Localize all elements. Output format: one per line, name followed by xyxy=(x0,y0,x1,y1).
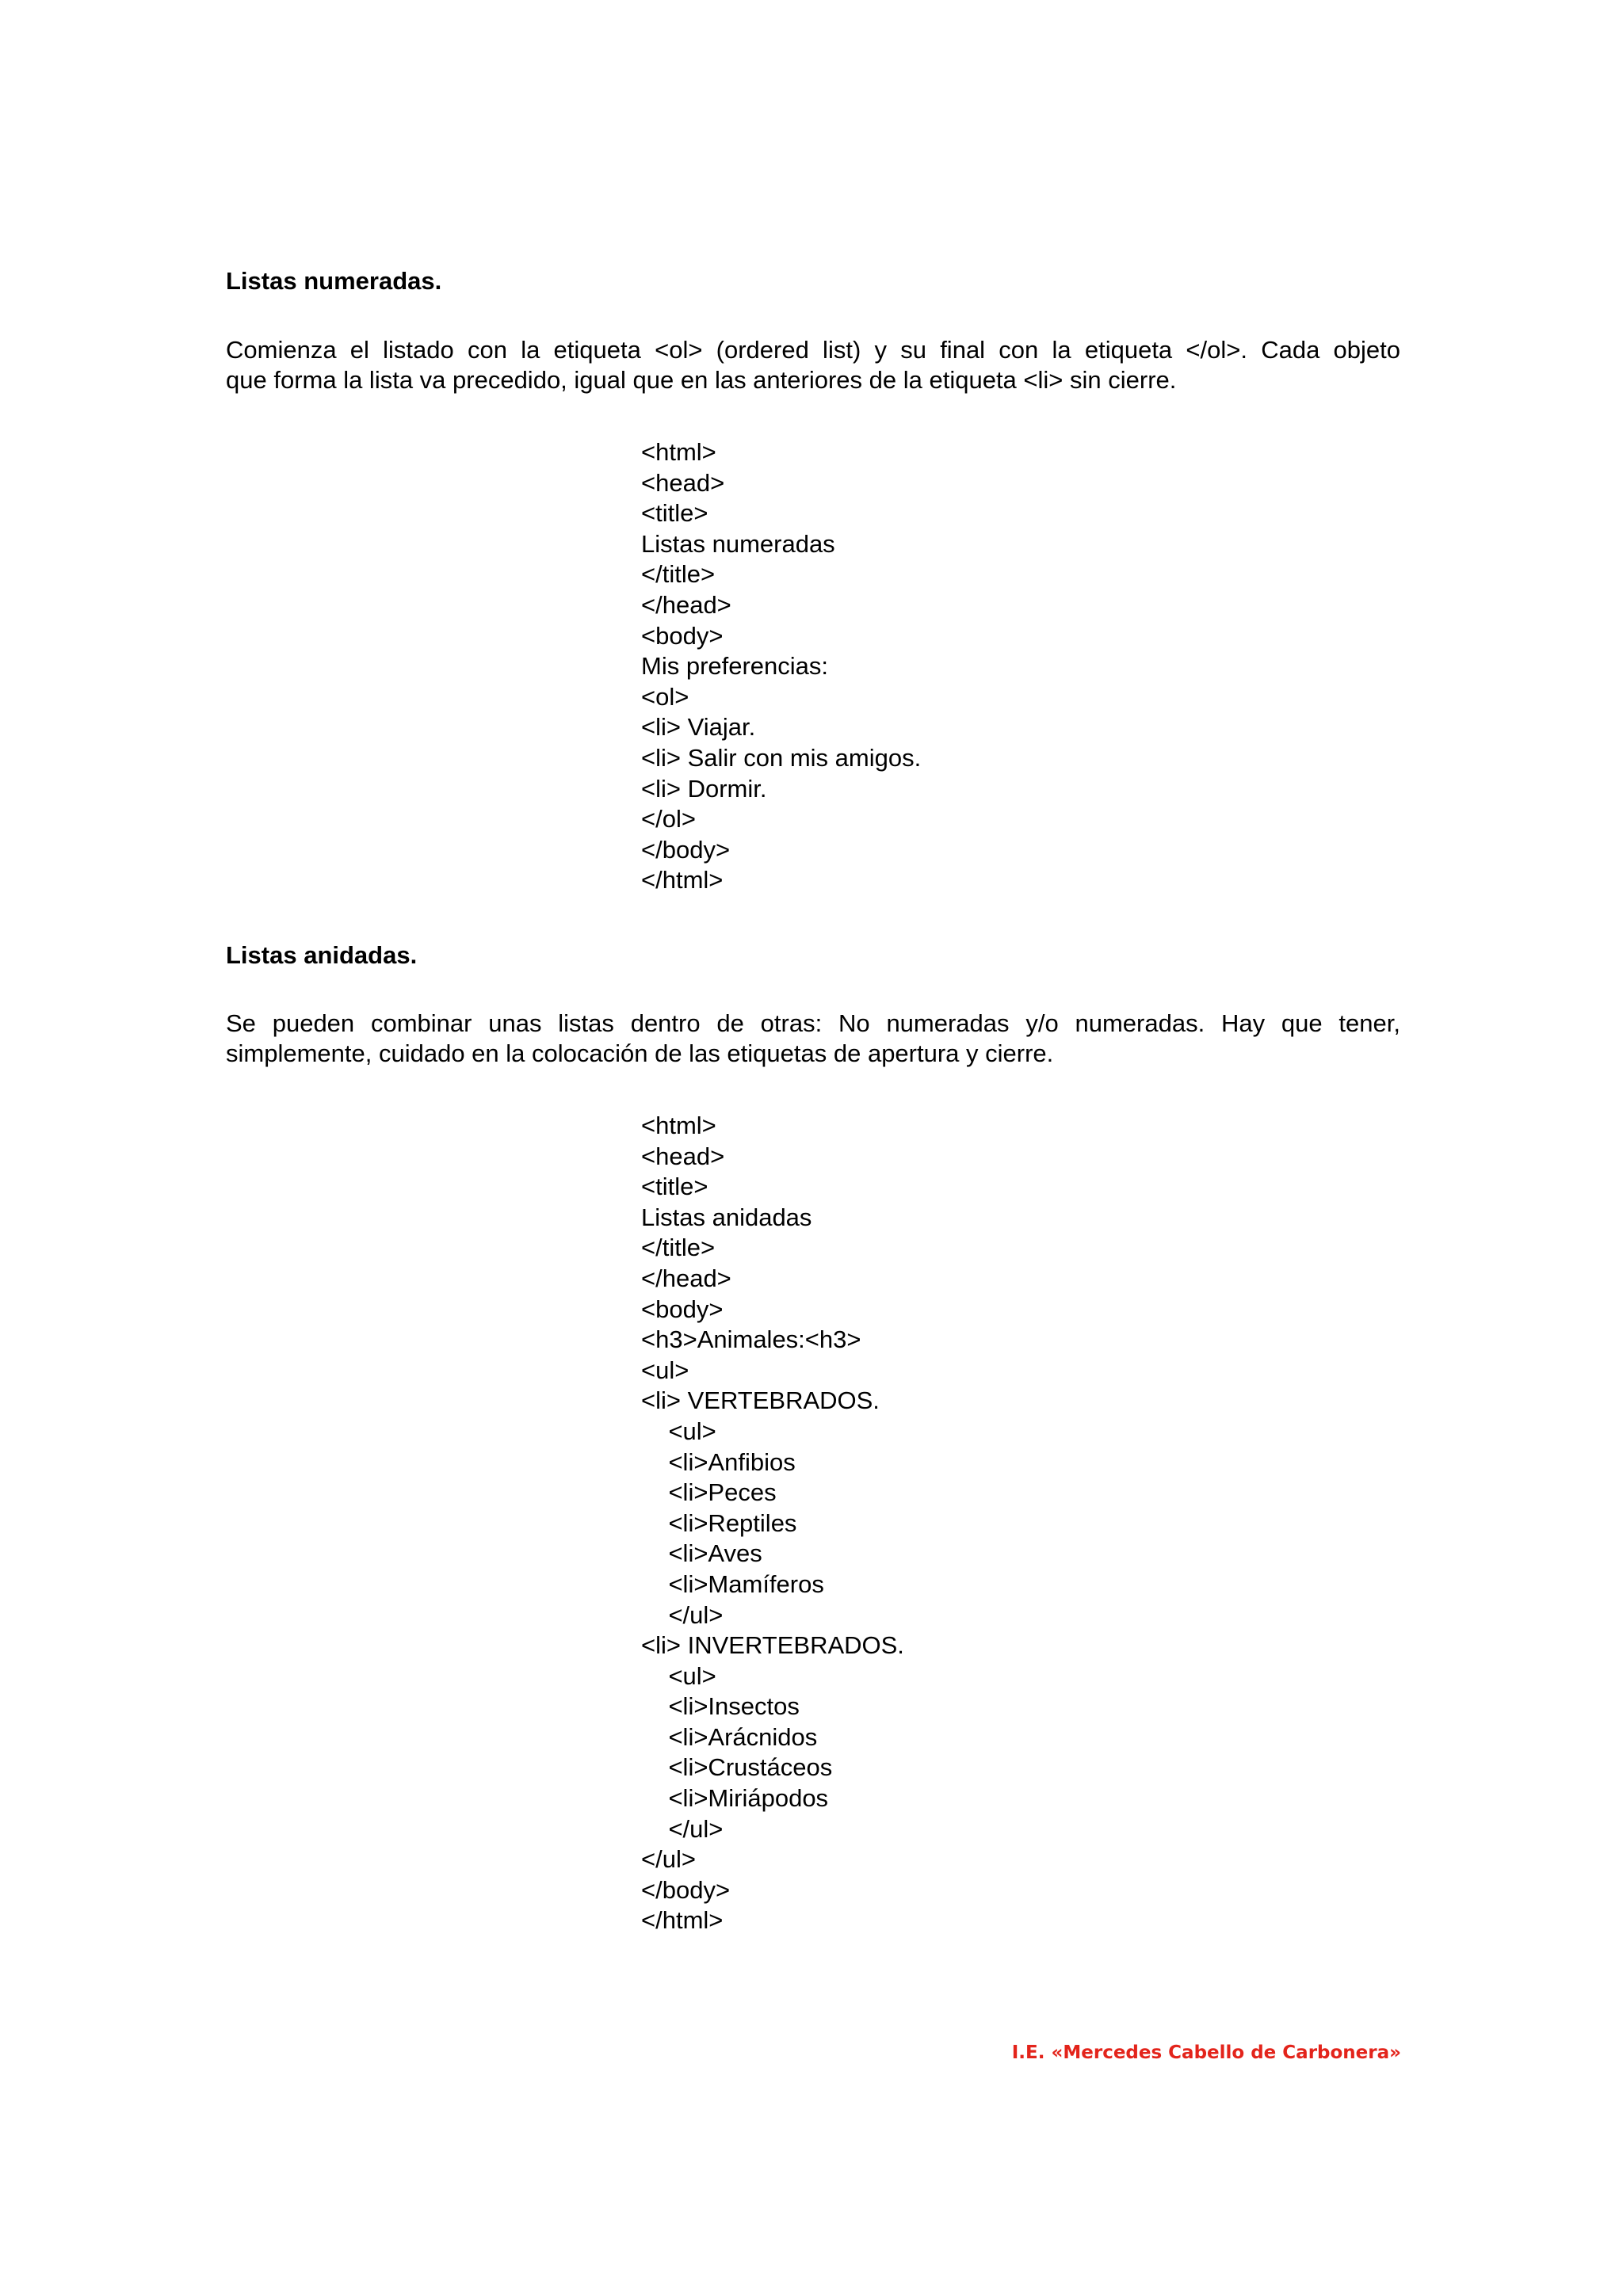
code-listing-listas-numeradas xyxy=(641,437,921,896)
code-line: <li>Miriápodos xyxy=(641,1784,829,1813)
code-line: </ul> xyxy=(641,1814,724,1843)
code-line: </body> xyxy=(641,835,731,864)
code-line: </html> xyxy=(641,866,724,894)
code-line: <li>Anfibios xyxy=(641,1447,796,1476)
code-line: <li> VERTEBRADOS. xyxy=(641,1386,880,1415)
paragraph-line: Comienza el listado con la etiqueta <ol> (ordered list) y su final con la etiqueta </ol>. Cada objeto xyxy=(226,336,1400,364)
code-line: <head> xyxy=(641,468,725,497)
paragraph-line: Se pueden combinar unas listas dentro de otras: No numeradas y/o numeradas. Hay que tener, xyxy=(226,1009,1400,1037)
footer-institution-name: I.E. «Mercedes Cabello de Carbonera» xyxy=(1011,2042,1401,2063)
code-line: <li>Crustáceos xyxy=(641,1753,833,1782)
code-line: <body> xyxy=(641,621,724,650)
code-line: <ul> xyxy=(641,1356,689,1384)
code-line: <ol> xyxy=(641,682,689,711)
code-line: </body> xyxy=(641,1875,731,1904)
code-line: <li> Dormir. xyxy=(641,774,767,803)
code-line: <title> xyxy=(641,499,708,528)
code-listing-listas-anidadas xyxy=(641,1111,904,1936)
code-line: Mis preferencias: xyxy=(641,652,829,681)
section-paragraph-listas-numeradas xyxy=(226,335,1400,395)
code-line: <li> Viajar. xyxy=(641,713,756,742)
code-line: <ul> xyxy=(641,1417,716,1445)
code-line: <li>Reptiles xyxy=(641,1508,797,1537)
code-line: </title> xyxy=(641,560,716,589)
code-line: </ul> xyxy=(641,1600,724,1629)
code-line: <body> xyxy=(641,1295,724,1323)
code-line: <li> Salir con mis amigos. xyxy=(641,743,922,772)
code-line: <li>Aves xyxy=(641,1539,762,1568)
paragraph-line: simplemente, cuidado en la colocación de las etiquetas de apertura y cierre. xyxy=(226,1039,1054,1067)
code-line: <ul> xyxy=(641,1661,716,1690)
code-line: <li>Mamíferos xyxy=(641,1569,824,1598)
paragraph-line: que forma la lista va precedido, igual que en las anteriores de la etiqueta <li> sin cierre. xyxy=(226,366,1177,394)
code-line: </html> xyxy=(641,1906,724,1935)
code-line: <head> xyxy=(641,1142,725,1170)
section-heading-listas-numeradas: Listas numeradas. xyxy=(226,267,442,295)
code-line: <html> xyxy=(641,438,716,466)
section-heading-listas-anidadas: Listas anidadas. xyxy=(226,941,418,969)
code-line: <h3>Animales:<h3> xyxy=(641,1325,861,1354)
code-line: </title> xyxy=(641,1234,716,1262)
code-line: <li>Peces xyxy=(641,1478,777,1507)
code-line: <li> INVERTEBRADOS. xyxy=(641,1631,904,1660)
code-line: <html> xyxy=(641,1112,716,1139)
code-line: <li>Arácnidos xyxy=(641,1722,818,1751)
code-line: </ol> xyxy=(641,805,696,833)
code-line: <li>Insectos xyxy=(641,1692,800,1721)
code-line: Listas numeradas xyxy=(641,529,835,558)
code-line: </head> xyxy=(641,1264,731,1292)
section-paragraph-listas-anidadas xyxy=(226,1009,1400,1069)
code-line: Listas anidadas xyxy=(641,1203,812,1231)
code-line: </ul> xyxy=(641,1845,696,1874)
code-line: </head> xyxy=(641,590,731,619)
code-line: <title> xyxy=(641,1173,708,1201)
